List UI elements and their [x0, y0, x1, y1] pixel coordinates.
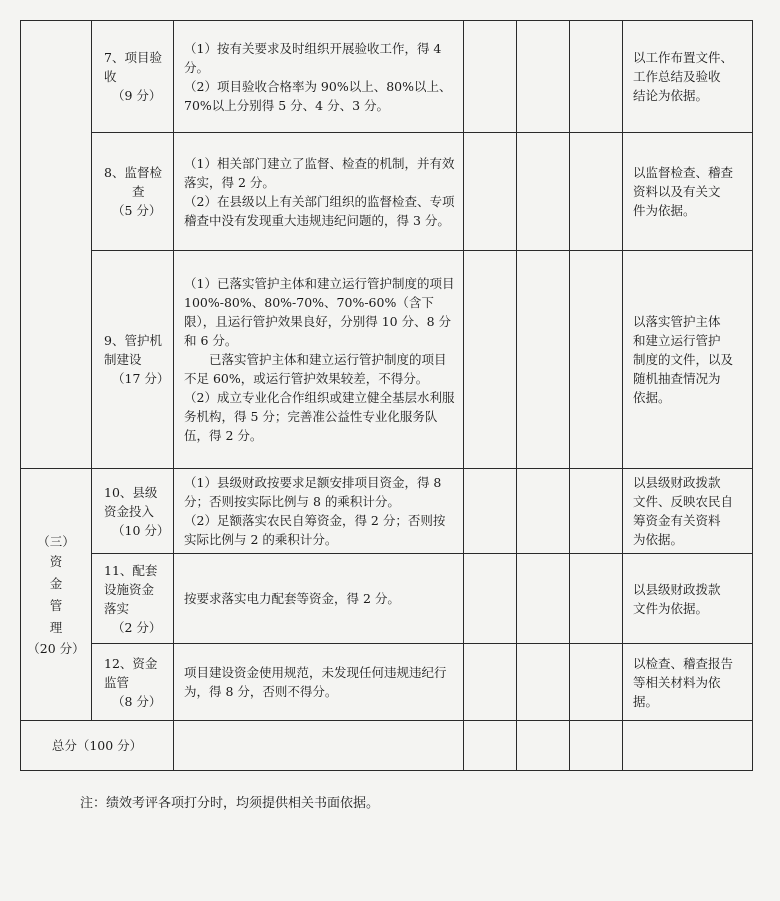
total-row [21, 721, 753, 771]
score-cell [464, 554, 517, 644]
category-char: 金 [49, 575, 63, 591]
score-cell [464, 469, 517, 554]
item-name-line: 7、项目验 [104, 50, 162, 65]
criteria-cell [174, 133, 464, 251]
score-cell [464, 251, 517, 469]
basis-line: 工作总结及验收 [633, 69, 721, 84]
score-cell [570, 721, 623, 771]
item-score: （17 分） [112, 371, 170, 386]
item-name-line: 资金投入 [104, 503, 155, 519]
basis-line: 为依据。 [633, 532, 684, 547]
criteria-paragraph: 已落实管护主体和建立运行管护制度的项目不足 60%，或运行管护效果较差，不得分。 [184, 352, 447, 386]
basis-line: 文件、反映农民自 [633, 494, 734, 509]
category-char: 理 [49, 619, 63, 635]
score-cell [517, 133, 570, 251]
score-cell [570, 133, 623, 251]
basis-line: 制度的文件，以及 [633, 352, 734, 367]
criteria-paragraph: 项目建设资金使用规范，未发现任何违规违纪行为，得 8 分，否则不得分。 [184, 665, 447, 699]
score-cell [464, 644, 517, 721]
score-cell [570, 21, 623, 133]
table-row [21, 554, 753, 644]
item-name-line: 12、资金 [104, 655, 158, 671]
score-cell [464, 133, 517, 251]
criteria-cell [174, 21, 464, 133]
item-name-line: 落实 [104, 600, 130, 616]
score-cell [464, 21, 517, 133]
basis-cell [623, 21, 753, 133]
basis-cell [623, 251, 753, 469]
item-cell [92, 251, 174, 469]
category-score: （20 分） [27, 640, 85, 656]
item-name-line: 查 [132, 184, 145, 199]
basis-cell [623, 133, 753, 251]
criteria-cell [174, 554, 464, 644]
score-cell [570, 644, 623, 721]
item-cell [92, 644, 174, 721]
item-name-line: 11、配套 [104, 562, 158, 578]
category-cell-empty [21, 21, 92, 469]
criteria-paragraph: （2）足额落实农民自筹资金，得 2 分；否则按实际比例与 2 的乘积计分。 [184, 513, 446, 547]
item-cell [92, 469, 174, 554]
basis-line: 随机抽查情况为 [633, 371, 721, 386]
criteria-paragraph: （1）按有关要求及时组织开展验收工作，得 4 分。 [184, 40, 442, 75]
total-criteria-cell [174, 721, 464, 771]
criteria-paragraph: （2）成立专业化合作组织或建立健全基层水利服务机构，得 5 分；完善准公益性专业化服务队伍，得 2 分。 [184, 390, 455, 443]
item-name-line: 收 [104, 69, 117, 84]
basis-line: 以工作布置文件、 [633, 50, 734, 65]
basis-line: 和建立运行管护 [633, 333, 721, 348]
basis-line: 文件为依据。 [633, 600, 709, 616]
table-row [21, 644, 753, 721]
basis-cell [623, 554, 753, 644]
item-score: （5 分） [112, 203, 162, 218]
basis-line: 以检查、稽查报告 [633, 655, 734, 671]
table-row [21, 21, 753, 133]
table-row [21, 469, 753, 554]
basis-line: 以监督检查、稽查 [633, 165, 734, 180]
category-cell [21, 469, 92, 721]
criteria-cell [174, 251, 464, 469]
basis-cell [623, 721, 753, 771]
criteria-paragraph: （2）在县级以上有关部门组织的监督检查、专项稽查中没有发现重大违规违纪问题的，得 3 分。 [184, 193, 455, 228]
item-score: （10 分） [112, 522, 170, 538]
item-score: （8 分） [112, 693, 162, 709]
score-cell [517, 554, 570, 644]
basis-line: 据。 [633, 693, 659, 709]
category-char: 资 [49, 553, 63, 569]
basis-line: 依据。 [633, 390, 671, 405]
score-cell [517, 251, 570, 469]
basis-cell [623, 644, 753, 721]
criteria-cell [174, 644, 464, 721]
item-name-line: 9、管护机 [104, 333, 162, 348]
basis-line: 筹资金有关资料 [633, 513, 721, 528]
basis-line: 以落实管护主体 [633, 314, 721, 329]
footnote: 注：绩效考评各项打分时，均须提供相关书面依据。 [80, 796, 380, 811]
item-name-line: 制建设 [104, 352, 142, 367]
item-name-line: 监管 [104, 674, 130, 690]
score-cell [517, 469, 570, 554]
basis-line: 以县级财政拨款 [633, 581, 721, 597]
score-cell [570, 251, 623, 469]
score-cell [464, 721, 517, 771]
basis-line: 资料以及有关文 [633, 184, 721, 199]
score-cell [517, 21, 570, 133]
score-cell [570, 469, 623, 554]
table-row [21, 133, 753, 251]
score-cell [570, 554, 623, 644]
basis-line: 结论为依据。 [633, 88, 709, 103]
criteria-paragraph: 按要求落实电力配套等资金，得 2 分。 [184, 591, 400, 606]
criteria-paragraph: （1）相关部门建立了监督、检查的机制，并有效落实，得 2 分。 [184, 155, 455, 190]
criteria-paragraph: （1）县级财政按要求足额安排项目资金，得 8 分；否则按实际比例与 8 的乘积计分。 [184, 475, 442, 509]
criteria-paragraph: （2）项目验收合格率为 90%以上、80%以上、70%以上分别得 5 分、4 分、3 分。 [184, 78, 452, 113]
item-cell [92, 554, 174, 644]
basis-line: 以县级财政拨款 [633, 475, 721, 490]
criteria-cell [174, 469, 464, 554]
category-label: （三） [37, 533, 75, 549]
category-char: 管 [49, 597, 63, 613]
criteria-paragraph: （1）已落实管护主体和建立运行管护制度的项目 100%-80%、80%-70%、70%-60%（含下限），且运行管护效果良好，分别得 10 分、8 分和 6 分。 [184, 276, 455, 348]
item-name-line: 10、县级 [104, 484, 158, 500]
item-name-line: 8、监督检 [104, 165, 162, 180]
item-cell [92, 21, 174, 133]
item-score: （9 分） [112, 88, 162, 103]
score-cell [517, 644, 570, 721]
total-label: 总分（100 分） [21, 721, 174, 771]
table-row [21, 251, 753, 469]
score-cell [517, 721, 570, 771]
item-name-line: 设施资金 [104, 581, 155, 597]
item-cell [92, 133, 174, 251]
evaluation-table [20, 20, 753, 771]
basis-cell [623, 469, 753, 554]
basis-line: 等相关材料为依 [633, 674, 721, 690]
basis-line: 件为依据。 [633, 203, 696, 218]
item-score: （2 分） [112, 619, 162, 635]
